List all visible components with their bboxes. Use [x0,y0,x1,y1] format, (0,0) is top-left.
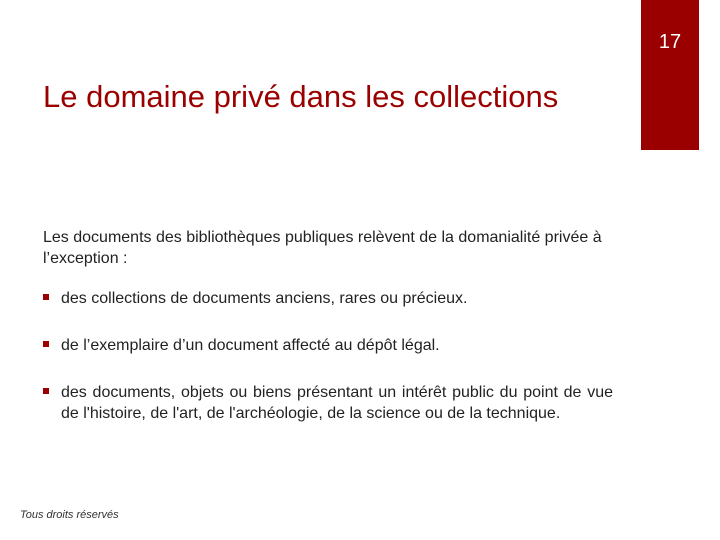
list-item [43,382,613,424]
slide-number: 17 [658,31,682,53]
slide-title: Le domaine privé dans les collections [43,79,559,114]
bullet-list [43,288,613,424]
intro-text: Les documents des bibliothèques publiques relèvent de la domanialité privée à l’exception : [43,229,602,267]
square-bullet-icon [43,341,49,347]
square-bullet-icon [43,388,49,394]
list-item [43,288,613,309]
footer-copyright: Tous droits réservés [20,509,119,521]
list-item [43,335,613,356]
bullet-text: des documents, objets ou biens présentant un intérêt public du point de vue de l'histoire, de l'art, de l'archéologie, de la science ou de la technique. [61,384,613,422]
slide-number-box [641,0,699,150]
bullet-text: des collections de documents anciens, rares ou précieux. [61,290,468,307]
bullet-text: de l’exemplaire d’un document affecté au dépôt légal. [61,337,440,354]
square-bullet-icon [43,294,49,300]
